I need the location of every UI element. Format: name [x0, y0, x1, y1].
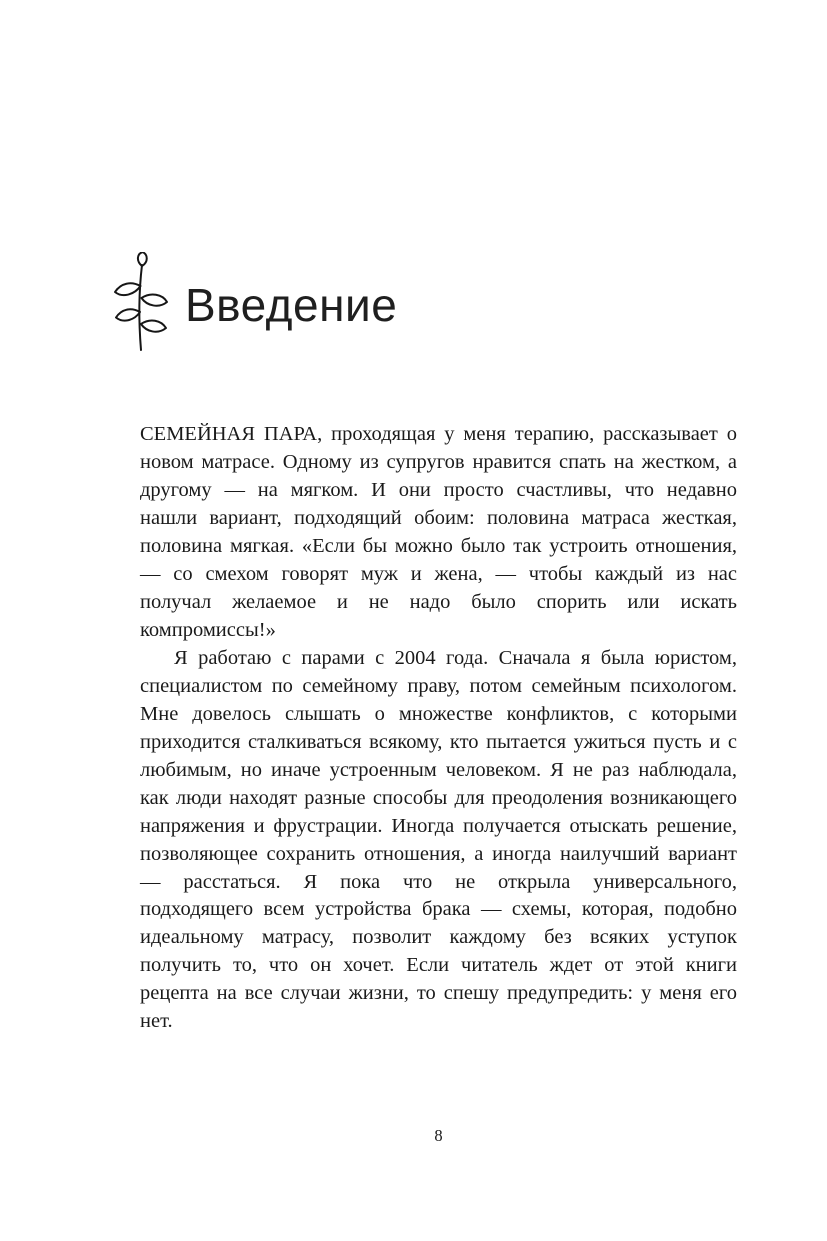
- paragraph-1: СЕМЕЙНАЯ ПАРА, проходящая у меня терапию, рассказывает о новом матрасе. Одному из супругов нравится спать на жестком, а другому — на мягком. И они просто счастливы, что недавно нашли вариант, подходящий обоим: половина матраса жесткая, половина мягкая. «Если бы можно было так устроить отношения, — со смехом говорят муж и жена, — чтобы каждый из нас получал желаемое и не надо было спорить или искать компромиссы!»: [140, 423, 737, 641]
- page-footer: [140, 1126, 737, 1146]
- branch-sprig-icon: [113, 252, 169, 352]
- chapter-header: [113, 252, 397, 352]
- chapter-title: Введение: [185, 279, 398, 331]
- paragraph-2: Я работаю с парами с 2004 года. Сначала я была юристом, специалистом по семейному праву, потом семейным психологом. Мне довелось слышать о множестве конфликтов, с которыми приходится сталкиваться всякому, кто пытается ужиться пусть и с любимым, но иначе устроенным человеком. Я не раз наблюдала, как люди находят разные способы для преодоления возникающего напряжения и фрустрации. Иногда получается отыскать решение, позволяющее сохранить отношения, а иногда наилучший вариант — расстаться. Я пока что не открыла универсального, подходящего всем устройства брака — схемы, которая, подобно идеальному матрасу, позволит каждому без всяких уступок получить то, что он хочет. Если читатель ждет от этой книги рецепта на все случаи жизни, то спешу предупредить: у меня его нет.: [140, 646, 737, 1033]
- page-number: 8: [434, 1126, 443, 1145]
- body-text: [140, 421, 737, 1036]
